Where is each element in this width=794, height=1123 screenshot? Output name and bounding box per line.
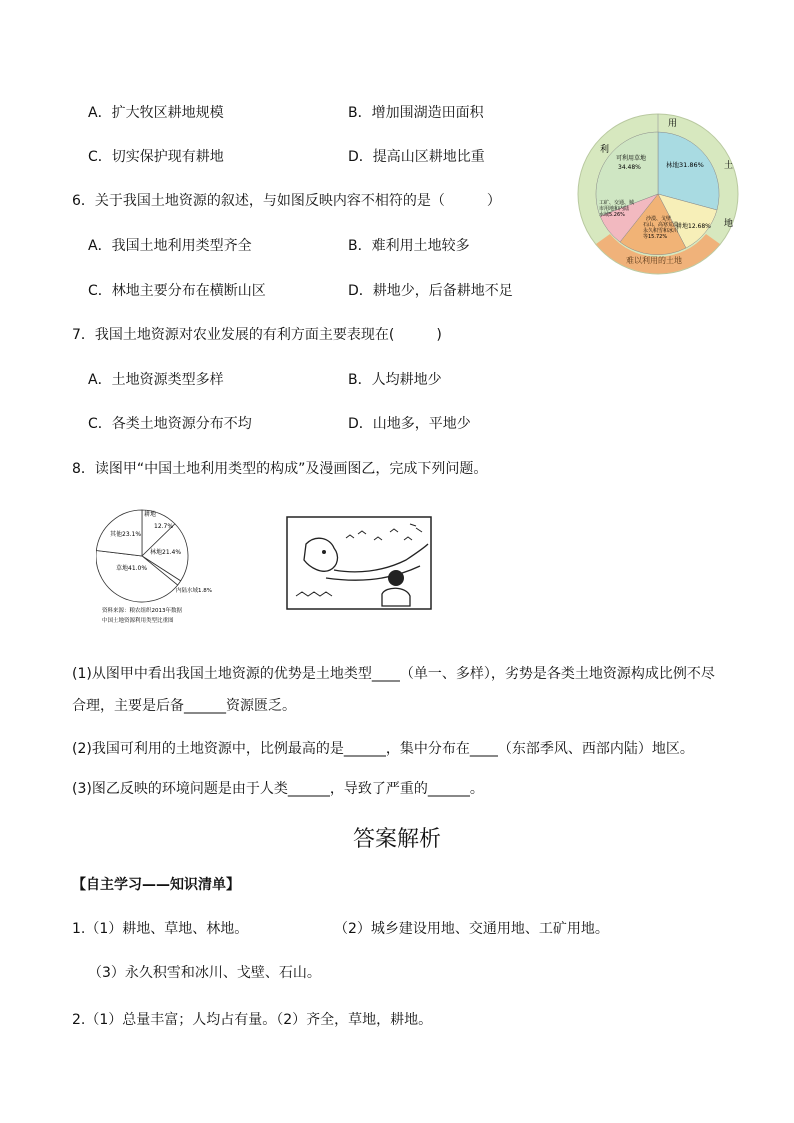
q8-sub2: (2)我国可利用的土地资源中，比例最高的是______，集中分布在____（东部季风、西部内陆）地区。 — [72, 741, 694, 757]
q7-option-c: C．各类土地资源分布不均 — [88, 416, 252, 432]
answer-1-part2: （2）城乡建设用地、交通用地、工矿用地。 — [334, 921, 609, 937]
q7-option-b: B．人均耕地少 — [348, 372, 442, 388]
land-use-pie-chart — [96, 504, 246, 628]
pie-slices — [96, 510, 188, 602]
label-forest: 林地31.86% — [666, 161, 704, 169]
land-use-ring-chart — [576, 112, 740, 280]
q8-sub3: (3)图乙反映的环境问题是由于人类______，导致了严重的______。 — [72, 781, 484, 797]
answers-title: 答案解析 — [352, 827, 441, 852]
q5-option-d: D．提高山区耕地比重 — [348, 149, 485, 165]
ring-char-4: 地 — [724, 219, 734, 229]
answer-1-part3: （3）永久积雪和冰川、戈壁、石山。 — [88, 965, 321, 981]
q5-option-c: C．切实保护现有耕地 — [88, 149, 224, 165]
label-urban-3: 水域5.26% — [599, 212, 625, 218]
q7-option-a: A．土地资源类型多样 — [88, 372, 224, 388]
answer-1-part1: 1.（1）耕地、草地、林地。 — [72, 921, 249, 937]
q5-option-b: B．增加围湖造田面积 — [348, 105, 484, 121]
q6-option-a: A．我国土地利用类型齐全 — [88, 238, 252, 254]
pie-label-farmland-pct: 12.7% — [154, 523, 174, 530]
pie-label-farmland: 耕地 — [144, 511, 157, 518]
label-urban-2: 市用地和内陆 — [599, 206, 630, 212]
q6-stem: 6．关于我国土地资源的叙述，与如图反映内容不相符的是（ ） — [72, 193, 501, 209]
answer-2: 2.（1）总量丰富；人均占有量。（2）齐全，草地，耕地。 — [72, 1012, 433, 1028]
pie-label-grass: 草地41.0% — [116, 565, 148, 572]
q6-option-b: B．难利用土地较多 — [348, 238, 470, 254]
label-desert-3: 永久积雪和冰川 — [643, 228, 679, 234]
erosion-cartoon-icon — [286, 516, 432, 610]
label-desert-4: 等15.72% — [643, 234, 668, 240]
label-desert-1: 沙漠、戈壁 — [646, 216, 672, 222]
ring-char-1: 利 — [600, 145, 610, 155]
ring-bottom-label: 难以利用的土地 — [626, 256, 682, 265]
q8-stem: 8．读图甲“中国土地利用类型的构成”及漫画图乙，完成下列问题。 — [72, 461, 488, 477]
q7-stem: 7．我国土地资源对农业发展的有利方面主要表现在( ) — [72, 327, 442, 343]
pie-source: 资料来源：粮农组织2013年数据 — [102, 608, 182, 614]
pie-label-other: 其他23.1% — [110, 531, 142, 538]
pie-label-water: 内陆水域1.8% — [176, 588, 212, 594]
ring-char-3: 土 — [724, 161, 734, 171]
q6-option-c: C．林地主要分布在横断山区 — [88, 283, 266, 299]
pie-label-forest: 林地21.4% — [150, 549, 182, 556]
q7-option-d: D．山地多，平地少 — [348, 416, 471, 432]
q6-option-d: D．耕地少，后备耕地不足 — [348, 283, 513, 299]
label-urban-1: 工矿、交通、城 — [599, 200, 635, 206]
q8-sub1-line1: (1)从图甲中看出我国土地资源的优势是土地类型____（单一、多样），劣势是各类土地资源构成比例不尽 — [72, 666, 715, 682]
pie-title: 中国土地资源利用类型比重图 — [102, 618, 174, 624]
label-farmland: 耕地12.68% — [676, 223, 711, 230]
q5-option-a: A．扩大牧区耕地规模 — [88, 105, 224, 121]
answers-section-heading: 【自主学习——知识清单】 — [72, 877, 240, 893]
label-grass-2: 34.48% — [618, 164, 641, 171]
q8-sub1-line2: 合理，主要是后备______资源匮乏。 — [72, 698, 296, 714]
label-grass-1: 可利用草地 — [616, 155, 647, 162]
ring-char-2: 用 — [668, 119, 678, 129]
label-desert-2: 石山、高寒荒漠 — [643, 222, 679, 228]
